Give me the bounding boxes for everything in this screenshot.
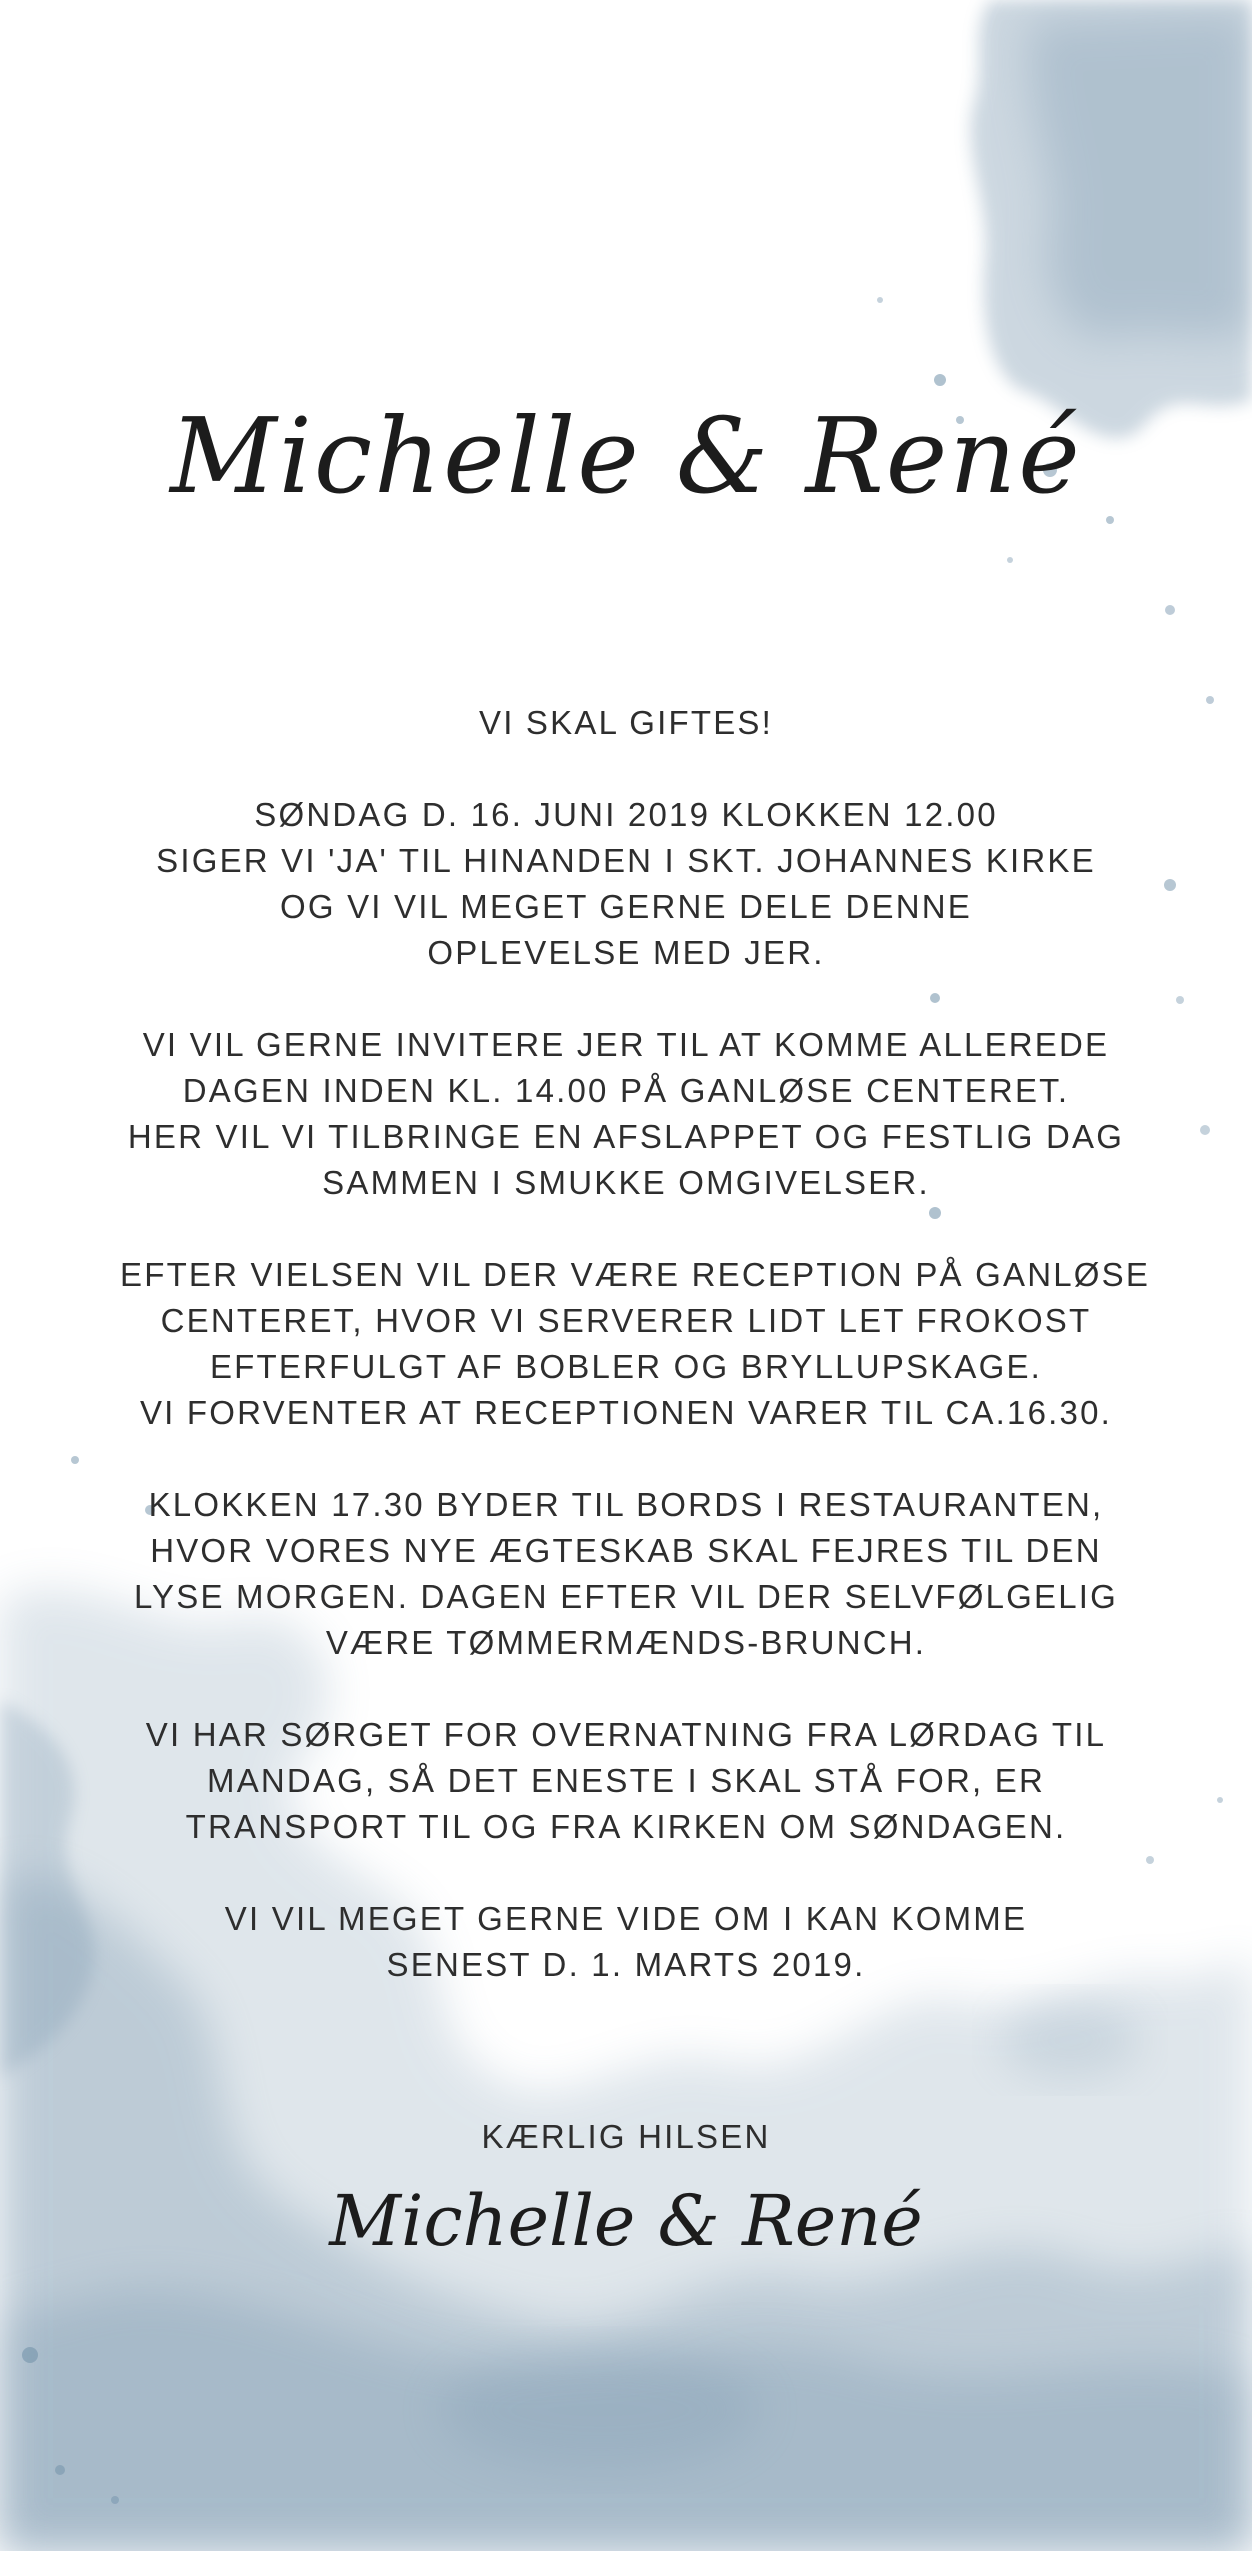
paragraph-line: TRANSPORT TIL OG FRA KIRKEN OM SØNDAGEN. xyxy=(185,1808,1067,1845)
paragraph-line: VÆRE TØMMERMÆNDS-BRUNCH. xyxy=(325,1624,927,1661)
paragraph-line: EFTERFULGT AF BOBLER OG BRYLLUPSKAGE. xyxy=(209,1348,1043,1385)
paragraph-line: EFTER VIELSEN VIL DER VÆRE RECEPTION PÅ GANLØSE xyxy=(120,1256,1151,1293)
paragraph xyxy=(120,700,1132,746)
paragraph xyxy=(120,1896,1132,1988)
paragraph-line: VI VIL GERNE INVITERE JER TIL AT KOMME ALLEREDE xyxy=(142,1026,1110,1063)
paragraph xyxy=(120,1482,1132,1666)
invitation-body xyxy=(120,700,1151,2034)
paragraph-line: LYSE MORGEN. DAGEN EFTER VIL DER SELVFØLGELIG xyxy=(133,1578,1119,1615)
paragraph-line: KLOKKEN 17.30 BYDER TIL BORDS I RESTAURANTEN, xyxy=(148,1486,1104,1523)
paragraph-line: VI SKAL GIFTES! xyxy=(478,704,774,741)
paragraph-line: SAMMEN I SMUKKE OMGIVELSER. xyxy=(322,1164,930,1201)
paragraph-line: OG VI VIL MEGET GERNE DELE DENNE xyxy=(279,888,973,925)
paragraph xyxy=(120,1022,1132,1206)
paragraph xyxy=(120,1252,1151,1436)
paragraph-line: VI FORVENTER AT RECEPTIONEN VARER TIL CA.16.30. xyxy=(139,1394,1113,1431)
paragraph xyxy=(120,1712,1132,1850)
paragraph-line: HVOR VORES NYE ÆGTESKAB SKAL FEJRES TIL DEN xyxy=(150,1532,1102,1569)
paragraph xyxy=(120,792,1132,976)
paragraph-line: VI VIL MEGET GERNE VIDE OM I KAN KOMME xyxy=(224,1900,1028,1937)
signature: Michelle & René xyxy=(329,2180,923,2262)
paragraph-line: VI HAR SØRGET FOR OVERNATNING FRA LØRDAG TIL xyxy=(145,1716,1107,1753)
paragraph-line: CENTERET, HVOR VI SERVERER LIDT LET FROKOST xyxy=(160,1302,1092,1339)
paragraph-line: SØNDAG D. 16. JUNI 2019 KLOKKEN 12.00 xyxy=(254,796,998,833)
paragraph-line: SIGER VI 'JA' TIL HINANDEN I SKT. JOHANNES KIRKE xyxy=(156,842,1096,879)
paragraph-line: OPLEVELSE MED JER. xyxy=(427,934,825,971)
paragraph-line: SENEST D. 1. MARTS 2019. xyxy=(386,1946,866,1983)
paragraph-line: MANDAG, SÅ DET ENESTE I SKAL STÅ FOR, ER xyxy=(207,1762,1045,1799)
paragraph-line: HER VIL VI TILBRINGE EN AFSLAPPET OG FESTLIG DAG xyxy=(127,1118,1125,1155)
couple-names-title: Michelle & René xyxy=(170,395,1082,517)
paragraph-line: DAGEN INDEN KL. 14.00 PÅ GANLØSE CENTERET. xyxy=(182,1072,1070,1109)
closing-greeting: KÆRLIG HILSEN xyxy=(481,2118,771,2155)
